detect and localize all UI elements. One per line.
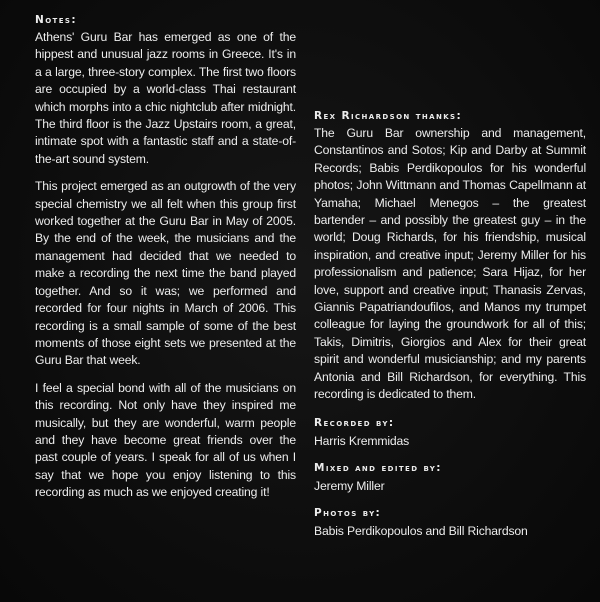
thanks-paragraph: The Guru Bar ownership and management, Constantinos and Sotos; Kip and Darby at Summit Records; Babis Perdikopoulos for his wonderful photos; John Wittmann and Thomas Capellmann at Yamaha; Michael Menegos – the greatest bartender – and possibly the greatest guy – in the world; Doug Richards, for his friendship, musical inspiration, and creative input; Jeremy Miller for his professionalism and patience; Sara Hijaz, for her love, support and creative input; Thanasis Zervas, Giannis Papatriandoufilos, and Manos my trumpet colleague for laying the groundwork for all of this; Takis, Dimitris, Giorgios and Alex for their great spirit and wonderful musicianship; and my parents Antonia and Bill Richardson, for everything. This recording is dedicated to them.	[314, 126, 586, 402]
notes-paragraph-1: Athens' Guru Bar has emerged as one of the hippest and unusual jazz rooms in Greece. It's in a a large, three-story complex. The first two floors are occupied by a world-class Thai restaurant which morphs into a chic nightclub after midnight. The third floor is the Jazz Upstairs room, a great, intimate spot with a fantastic staff and a state-of-the-art sound system.	[35, 30, 296, 166]
photos-by-heading: Photos by:	[314, 506, 382, 519]
photos-by-credit	[314, 507, 586, 539]
notes-paragraph-3: I feel a special bond with all of the musicians on this recording. Not only have they inspired me musically, but they are wonderful, warm people and they have become great friends over the past couple of years. I speak for all of us when I say that we hope you enjoy listening to this recording as much as we enjoyed creating it!	[35, 380, 296, 500]
notes-heading: Notes:	[35, 14, 77, 26]
mixed-by-heading: Mixed and edited by:	[314, 461, 442, 474]
recorded-by-credit	[314, 417, 586, 449]
thanks-column	[314, 110, 586, 539]
mixed-by-credit	[314, 462, 586, 494]
notes-column	[35, 14, 296, 502]
recorded-by-name: Harris Kremmidas	[314, 433, 410, 448]
mixed-by-name: Jeremy Miller	[314, 478, 385, 493]
thanks-heading: Rex Richardson thanks:	[314, 110, 463, 122]
recorded-by-heading: Recorded by:	[314, 416, 395, 429]
photos-by-name: Babis Perdikopoulos and Bill Richardson	[314, 523, 528, 538]
notes-paragraph-2: This project emerged as an outgrowth of the very special chemistry we all felt when this group first worked together at the Guru Bar in May of 2005. By the end of the week, the musicians and the management had decided that we needed to make a recording the next time the band played together. And so it was; we performed and recorded for four nights in March of 2006. This recording is a small sample of some of the best moments of those eight sets we presented at the Guru Bar that week.	[35, 179, 296, 368]
